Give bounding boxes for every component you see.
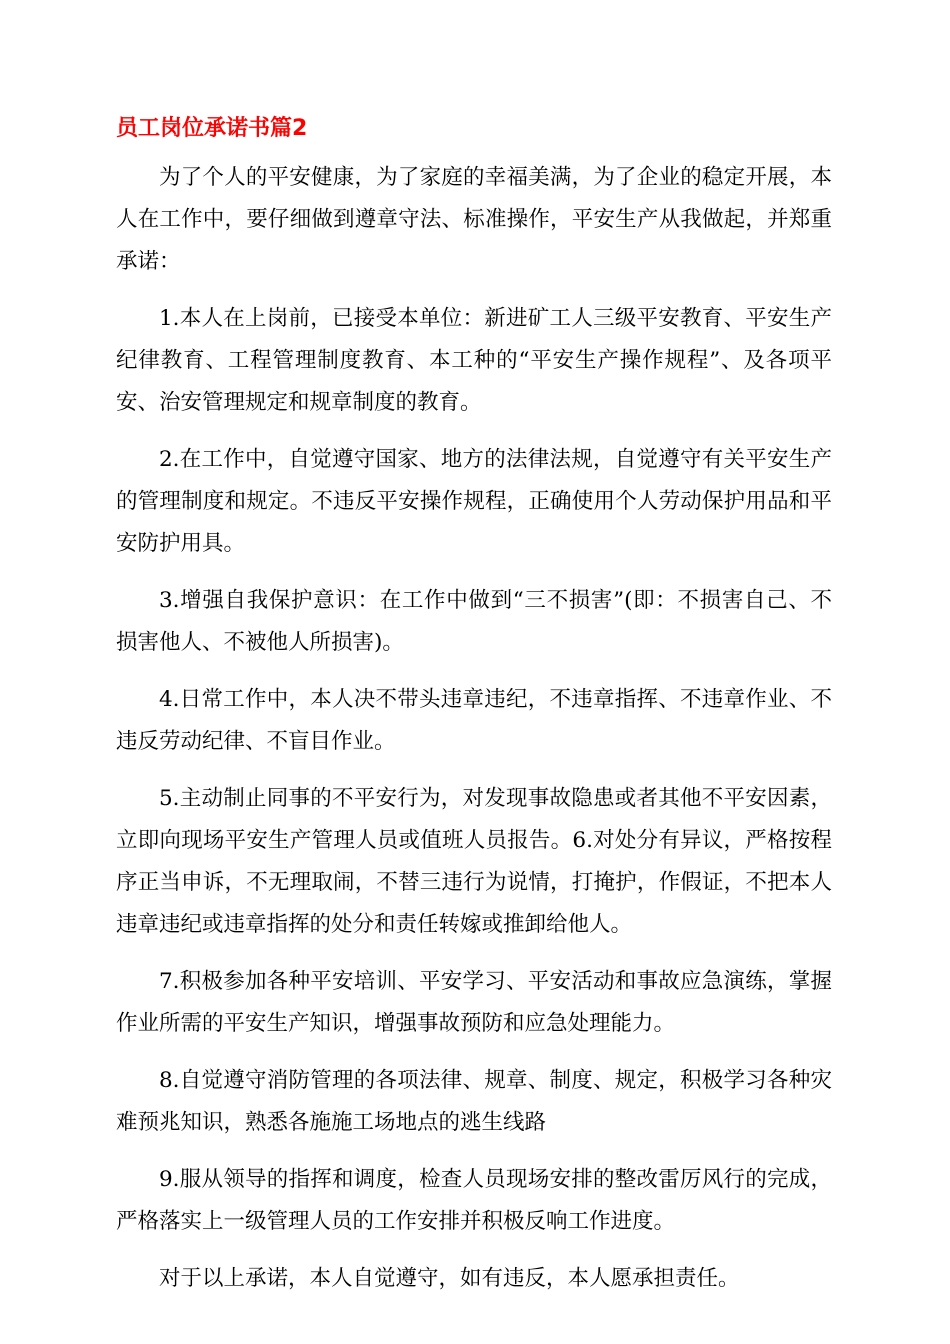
paragraph-item-1: 1.本人在上岗前，已接受本单位：新进矿工人三级平安教育、平安生产纪律教育、工程管理制度教育、本工种的“平安生产操作规程”、及各项平安、治安管理规定和规章制度的教育。 — [116, 306, 832, 415]
paragraph-closing: 对于以上承诺，本人自觉遵守，如有违反，本人愿承担责任。 — [159, 1266, 740, 1291]
paragraph-item-4: 4.日常工作中，本人决不带头违章违纪，不违章指挥、不违章作业、不违反劳动纪律、不盲目作业。 — [116, 687, 832, 754]
paragraph-item-8: 8.自觉遵守消防管理的各项法律、规章、制度、规定，积极学习各种灾难预兆知识，熟悉各施施工场地点的逃生线路 — [116, 1068, 832, 1135]
paragraph-item-9: 9.服从领导的指挥和调度，检查人员现场安排的整改雷厉风行的完成，严格落实上一级管理人员的工作安排并积极反响工作进度。 — [116, 1167, 832, 1234]
paragraph-intro: 为了个人的平安健康，为了家庭的幸福美满，为了企业的稳定开展，本人在工作中，要仔细做到遵章守法、标准操作，平安生产从我做起，并郑重承诺： — [116, 165, 832, 274]
paragraph-item-2: 2.在工作中，自觉遵守国家、地方的法律法规，自觉遵守有关平安生产的管理制度和规定。不违反平安操作规程，正确使用个人劳动保护用品和平安防护用具。 — [116, 447, 832, 556]
paragraph-item-3: 3.增强自我保护意识：在工作中做到“三不损害”(即：不损害自己、不损害他人、不被他人所损害)。 — [116, 588, 832, 655]
paragraph-item-7: 7.积极参加各种平安培训、平安学习、平安活动和事故应急演练，掌握作业所需的平安生产知识，增强事故预防和应急处理能力。 — [116, 969, 832, 1036]
document-title: 员工岗位承诺书篇2 — [116, 116, 308, 141]
paragraph-item-5-6: 5.主动制止同事的不平安行为，对发现事故隐患或者其他不平安因素，立即向现场平安生产管理人员或值班人员报告。6.对处分有异议，严格按程序正当申诉，不无理取闹，不替三违行为说情，打掩护，作假证，不把本人违章违纪或违章指挥的处分和责任转嫁或推卸给他人。 — [116, 786, 832, 937]
